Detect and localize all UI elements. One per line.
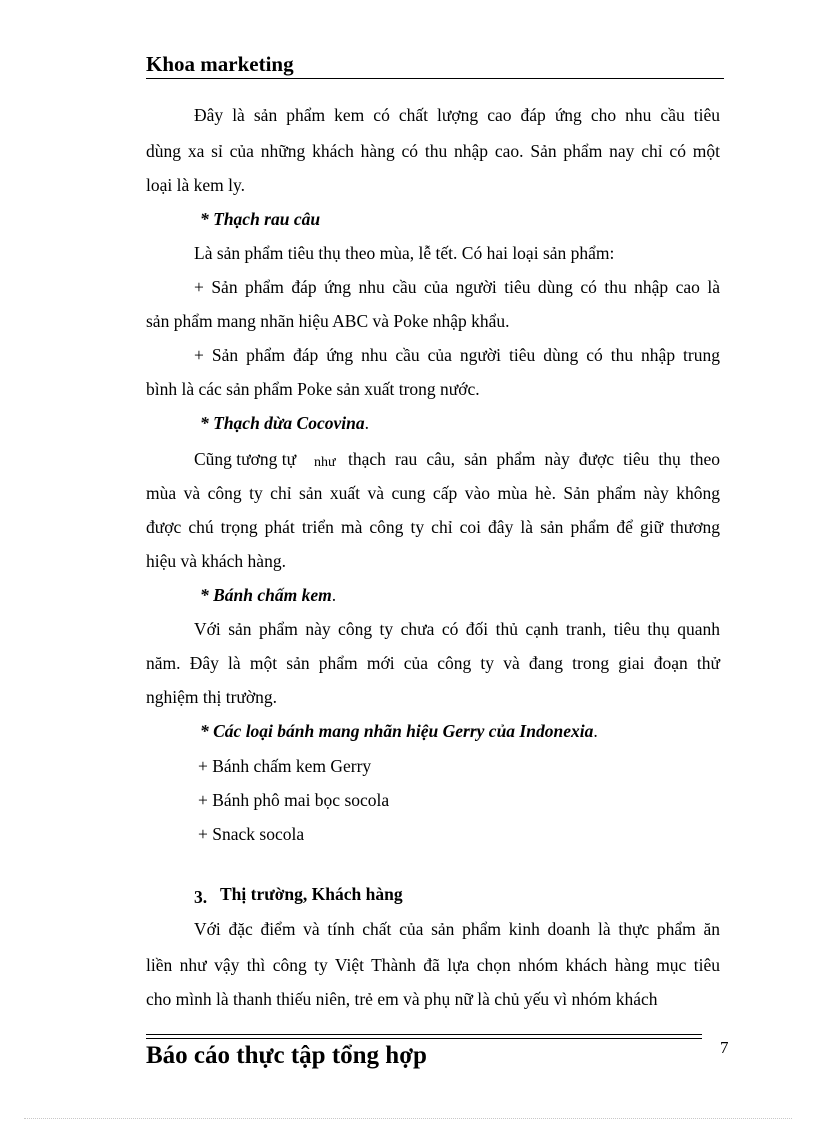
subheading-banh-cham-kem <box>200 584 336 606</box>
paragraph-line: thạch rau câu, sản phẩm này được tiêu thụ theo <box>348 449 720 469</box>
paragraph-line: mùa và công ty chỉ sản xuất và cung cấp vào mùa hè. Sản phẩm này không <box>146 483 720 503</box>
list-item: + Bánh phô mai bọc socola <box>198 790 390 810</box>
paragraph-line: Với đặc điểm và tính chất của sản phẩm kinh doanh là thực phẩm ăn <box>194 919 720 939</box>
paragraph-line: Với sản phẩm này công ty chưa có đối thủ cạnh tranh, tiêu thụ quanh <box>194 619 720 639</box>
subheading-period: . <box>331 585 337 605</box>
subheading-thach-rau-cau: * Thạch rau câu <box>200 209 321 229</box>
page-bottom-border <box>24 1118 792 1119</box>
paragraph-line: + Sản phẩm đáp ứng nhu cầu của người tiêu dùng có thu nhập trung <box>194 345 720 365</box>
list-item: + Bánh chấm kem Gerry <box>198 756 372 776</box>
paragraph-line: dùng xa sỉ của những khách hàng có thu nhập cao. Sản phẩm nay chỉ có một <box>146 141 720 161</box>
paragraph-line: Là sản phẩm tiêu thụ theo mùa, lễ tết. Có hai loại sản phẩm: <box>194 243 615 263</box>
subheading-text: * Các loại bánh mang nhãn hiệu Gerry của Indonexia <box>200 721 594 741</box>
page-number: 7 <box>720 1038 729 1057</box>
paragraph-line: liền như vậy thì công ty Việt Thành đã lựa chọn nhóm khách hàng mục tiêu <box>146 955 720 975</box>
subheading-gerry <box>200 720 598 742</box>
subheading-period: . <box>364 413 369 433</box>
subheading-thach-dua <box>200 412 369 434</box>
paragraph-line: bình là các sản phẩm Poke sản xuất trong nước. <box>146 379 480 399</box>
section-number: 3. <box>194 887 208 907</box>
header-divider <box>146 78 724 79</box>
footer-divider <box>146 1034 702 1035</box>
paragraph-line: Đây là sản phẩm kem có chất lượng cao đáp ứng cho nhu cầu tiêu <box>194 105 720 125</box>
paragraph-fragment: như <box>314 455 336 470</box>
list-item: + Snack socola <box>198 824 305 844</box>
footer-divider <box>146 1038 702 1039</box>
paragraph-line: hiệu và khách hàng. <box>146 551 286 571</box>
paragraph-line: nghiệm thị trường. <box>146 687 278 707</box>
subheading-text: * Thạch dừa Cocovina <box>200 413 365 433</box>
paragraph-line: năm. Đây là một sản phẩm mới của công ty và đang trong giai đoạn thử <box>146 653 720 673</box>
section-title: Thị trường, Khách hàng <box>220 884 403 904</box>
paragraph-line: loại là kem ly. <box>146 175 245 195</box>
paragraph-line: Cũng tương tự <box>194 449 297 469</box>
paragraph-line: được chú trọng phát triển mà công ty chỉ coi đây là sản phẩm để giữ thương <box>146 517 720 537</box>
subheading-period: . <box>593 721 598 741</box>
paragraph-line: sản phẩm mang nhãn hiệu ABC và Poke nhập khẩu. <box>146 311 510 331</box>
footer-title: Báo cáo thực tập tổng hợp <box>146 1042 427 1069</box>
subheading-text: * Bánh chấm kem <box>200 585 332 605</box>
paragraph-line: cho mình là thanh thiếu niên, trẻ em và phụ nữ là chủ yếu vì nhóm khách <box>146 989 658 1009</box>
header-title: Khoa marketing <box>146 52 294 76</box>
paragraph-line: + Sản phẩm đáp ứng nhu cầu của người tiêu dùng có thu nhập cao là <box>194 277 720 297</box>
